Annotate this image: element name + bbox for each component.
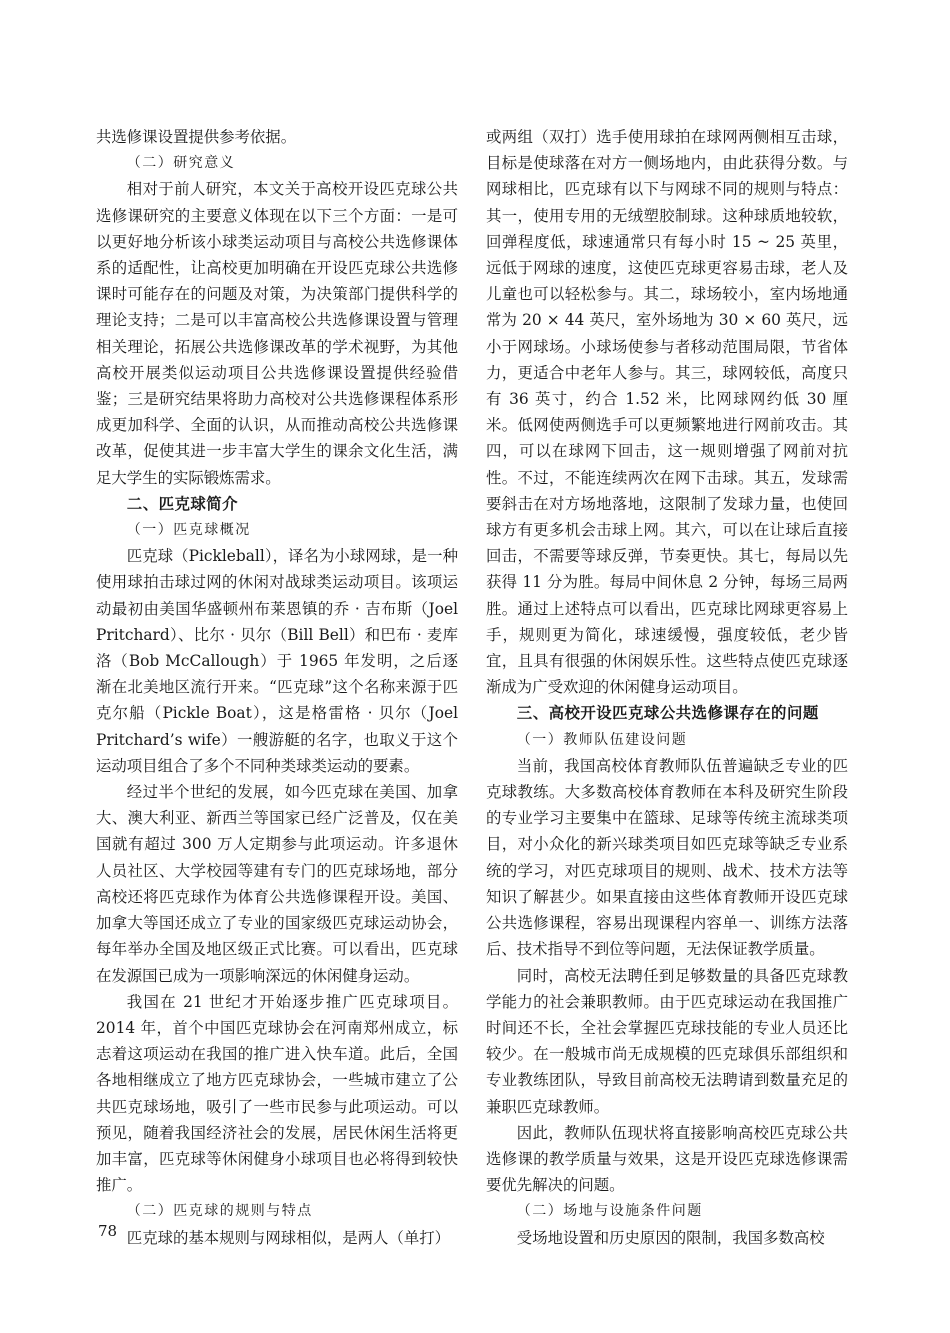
subsection-heading: （二）场地与设施条件问题 <box>516 1203 703 1220</box>
paragraph: 受场地设置和历史原因的限制，我国多数高校 <box>516 1228 825 1247</box>
paragraph: 经过半个世纪的发展，如今匹克球在美国、加拿大、澳大利亚、新西兰等国家已经广泛普及，仅在美国就有超过 300 万人定期参与此项运动。许多退休人员社区、大学校园等建有专门的匹克球场地，部分高校还将匹克球作为体育公共选修课程开设。美国、加拿大等国还成立了专业的国家级匹克球运动协会，每年举办全国及地区级正式比赛。可以看出，匹克球在发源国已成为一项影响深远的休闲健身运动。 <box>96 783 458 985</box>
paragraph: 共选修课设置提供参考依据。 <box>96 128 297 146</box>
paragraph: 当前，我国高校体育教师队伍普遍缺乏专业的匹克球教练。大多数高校体育教师在本科及研究生阶段的专业学习主要集中在篮球、足球等传统主流球类项目，对小众化的新兴球类项目如匹克球等缺乏专业系统的学习，对匹克球项目的规则、战术、技术方法等知识了解甚少。如果直接由这些体育教师开设匹克球公共选修课程，容易出现课程内容单一、训练方法落后、技术指导不到位等问题，无法保证教学质量。 <box>486 756 848 959</box>
subsection-heading: （二）研究意义 <box>126 155 236 172</box>
subsection-heading: （二）匹克球的规则与特点 <box>126 1203 313 1220</box>
paragraph: 匹克球的基本规则与网球相似，是两人（单打） <box>126 1228 451 1247</box>
subsection-heading: （一）教师队伍建设问题 <box>516 731 688 748</box>
left-column <box>96 124 458 1251</box>
paragraph: 或两组（双打）选手使用球拍在球网两侧相互击球，目标是使球落在对方一侧场地内，由此获得分数。与网球相比，匹克球有以下与网球不同的规则与特点：其一，使用专用的无绒塑胶制球。这种球质地较软，回弹程度低，球速通常只有每小时 15 ~ 25 英里，远低于网球的速度，这使匹克球更容易击球，老人及儿童也可以轻松参与。其二，球场较小，室内场地通常为 20 × 44 英尺，室外场地为 30 × 60 英尺，远小于网球场。小球场使参与者移动范围局限，节省体力，更适合中老年人参与。其三，球网较低，高度只有 36 英寸，约合 1.52 米，比网球网约低 30 厘米。低网使两侧选手可以更频繁地进行网前攻击。其四，可以在球网下回击，这一规则增强了网前对抗性。不过，不能连续两次在网下击球。其五，发球需要斜击在对方场地落地，这限制了发球力量，也使回球方有更多机会击球上网。其六，可以在让球后直接回击，不需要等球反弹，节奏更快。其七，每局以先获得 11 分为胜。每局中间休息 2 分钟，每场三局两胜。通过上述特点可以看出，匹克球比网球更容易上手，规则更为简化，球速缓慢，强度较低，老少皆宜，且具有很强的休闲娱乐性。这些特点使匹克球逐渐成为广受欢迎的休闲健身运动项目。 <box>486 128 848 697</box>
subsection-heading: （一）匹克球概况 <box>126 522 251 539</box>
paragraph: 匹克球（Pickleball），译名为小球网球，是一种使用球拍击球过网的休闲对战球类运动项目。该项运动最初由美国华盛顿州布莱恩镇的乔 · 吉布斯（Joel Pritchard）、比尔 · 贝尔（Bill Bell）和巴布 · 麦库洛（Bob McCallough）于 1965 年发明，之后逐渐在北美地区流行开来。“匹克球”这个名称来源于匹克尔船（Pickle Boat），这是格雷格 · 贝尔（Joel Pritchard’s wife）一艘游艇的名字，也取义于这个运动项目组合了多个不同种类球类运动的要素。 <box>96 547 458 775</box>
page-number: 78 <box>98 1222 118 1240</box>
right-column <box>486 124 848 1251</box>
paragraph: 我国在 21 世纪才开始逐步推广匹克球项目。2014 年，首个中国匹克球协会在河南郑州成立，标志着这项运动在我国的推广进入快车道。此后，全国各地相继成立了地方匹克球协会，一些城市建立了公共匹克球场地，吸引了一些市民参与此项运动。可以预见，随着我国经济社会的发展，居民休闲生活将更加丰富，匹克球等休闲健身小球项目也必将得到较快推广。 <box>96 992 458 1195</box>
paragraph: 因此，教师队伍现状将直接影响高校匹克球公共选修课的教学质量与效果，这是开设匹克球选修课需要优先解决的问题。 <box>486 1123 848 1195</box>
paragraph: 同时，高校无法聘任到足够数量的具备匹克球教学能力的社会兼职教师。由于匹克球运动在我国推广时间还不长，全社会掌握匹克球技能的专业人员还比较少。在一般城市尚无成规模的匹克球俱乐部组织和专业教练团队，导致目前高校无法聘请到数量充足的兼职匹克球教师。 <box>486 966 848 1116</box>
paragraph: 相对于前人研究，本文关于高校开设匹克球公共选修课研究的主要意义体现在以下三个方面：一是可以更好地分析该小球类运动项目与高校公共选修课体系的适配性，让高校更加明确在开设匹克球公共选修课时可能存在的问题及对策，为决策部门提供科学的理论支持；二是可以丰富高校公共选修课设置与管理相关理论，拓展公共选修课改革的学术视野，为其他高校开展类似运动项目公共选修课设置提供经验借鉴；三是研究结果将助力高校对公共选修课程体系形成更加科学、全面的认识，从而推动高校公共选修课改革，促使其进一步丰富大学生的课余文化生活，满足大学生的实际锻炼需求。 <box>96 180 458 487</box>
section-heading: 二、匹克球简介 <box>126 494 239 513</box>
section-heading: 三、高校开设匹克球公共选修课存在的问题 <box>516 704 819 723</box>
